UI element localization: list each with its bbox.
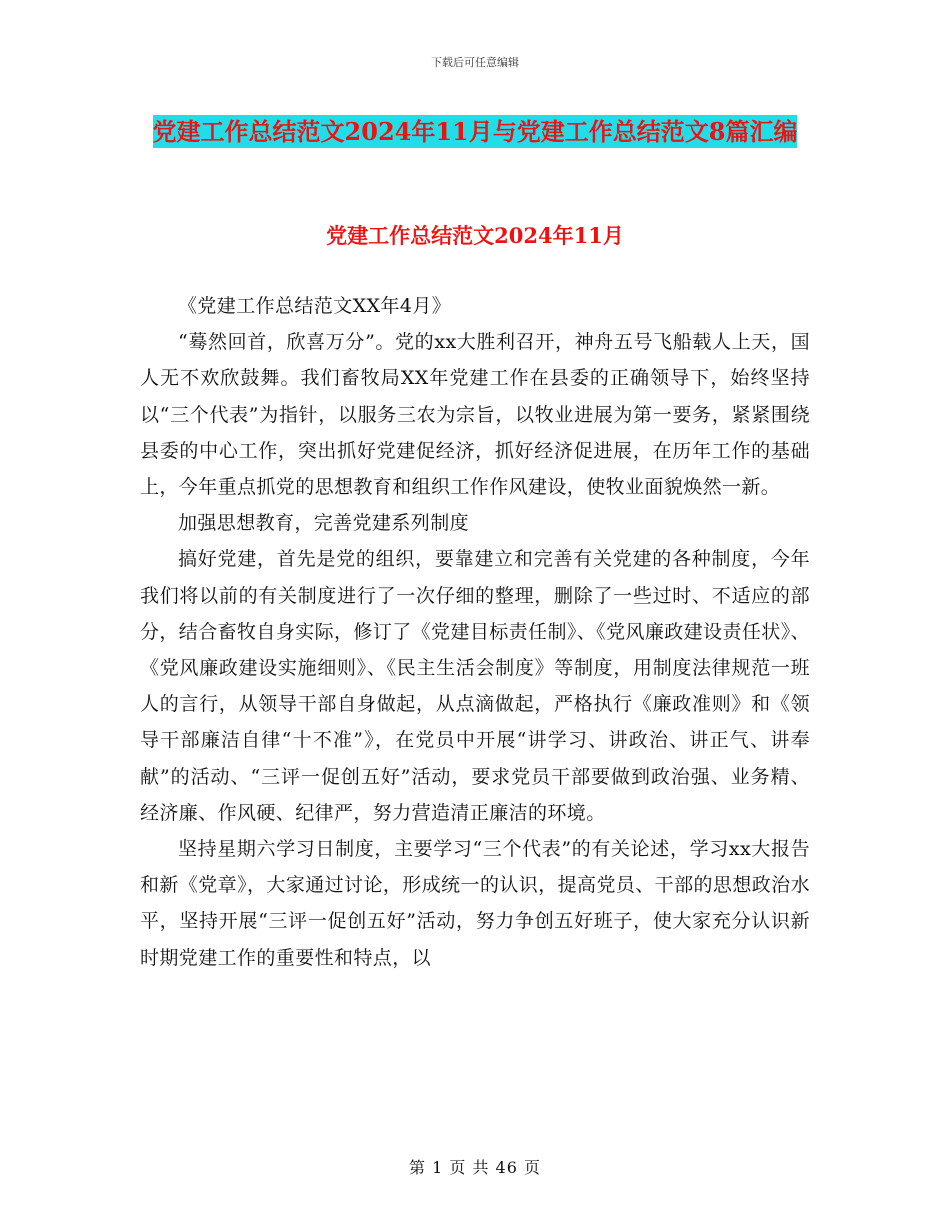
document-title (0, 108, 950, 156)
document-title-text: 党建工作总结范文2024年11月与党建工作总结范文8篇汇编 (152, 117, 798, 146)
page-footer: 第 1 页 共 46 页 (409, 1158, 541, 1177)
paragraph: 坚持星期六学习日制度，主要学习“三个代表”的有关论述，学习xx大报告和新《党章》，大家通过讨论，形成统一的认识，提高党员、干部的思想政治水平，坚持开展“三评一促创五好”活动，努力争创五好班子，使大家充分认识新时期党建工作的重要性和特点，以 (140, 838, 810, 969)
header-note: 下载后可任意编辑 (431, 56, 519, 69)
paragraph: 搞好党建，首先是党的组织，要靠建立和完善有关党建的各种制度，今年我们将以前的有关制度进行了一次仔细的整理，删除了一些过时、不适应的部分，结合畜牧自身实际，修订了《党建目标责任制》、《党风廉政建设责任状》、《党风廉政建设实施细则》、《民主生活会制度》等制度，用制度法律规范一班人的言行，从领导干部自身做起，从点滴做起，严格执行《廉政准则》和《领导干部廉洁自律“十不准”》，在党员中开展“讲学习、讲政治、讲正气、讲奉献”的活动、“三评一促创五好”活动，要求党员干部要做到政治强、业务精、经济廉、作风硬、纪律严，努力营造清正廉洁的环境。 (140, 548, 810, 824)
paragraph: “蓦然回首，欣喜万分”。党的xx大胜利召开，神舟五号飞船载人上天，国人无不欢欣鼓舞。我们畜牧局XX年党建工作在县委的正确领导下，始终坚持以“三个代表”为指针，以服务三农为宗旨，以牧业进展为第一要务，紧紧围绕县委的中心工作，突出抓好党建促经济，抓好经济促进展，在历年工作的基础上，今年重点抓党的思想教育和组织工作作风建设，使牧业面貌焕然一新。 (140, 331, 810, 499)
section-heading: 党建工作总结范文2024年11月 (326, 223, 624, 248)
body-text (140, 288, 810, 976)
paragraph-subheading: 加强思想教育，完善党建系列制度 (178, 512, 470, 535)
paragraph-source-title: 《党建工作总结范文XX年4月》 (178, 295, 452, 317)
